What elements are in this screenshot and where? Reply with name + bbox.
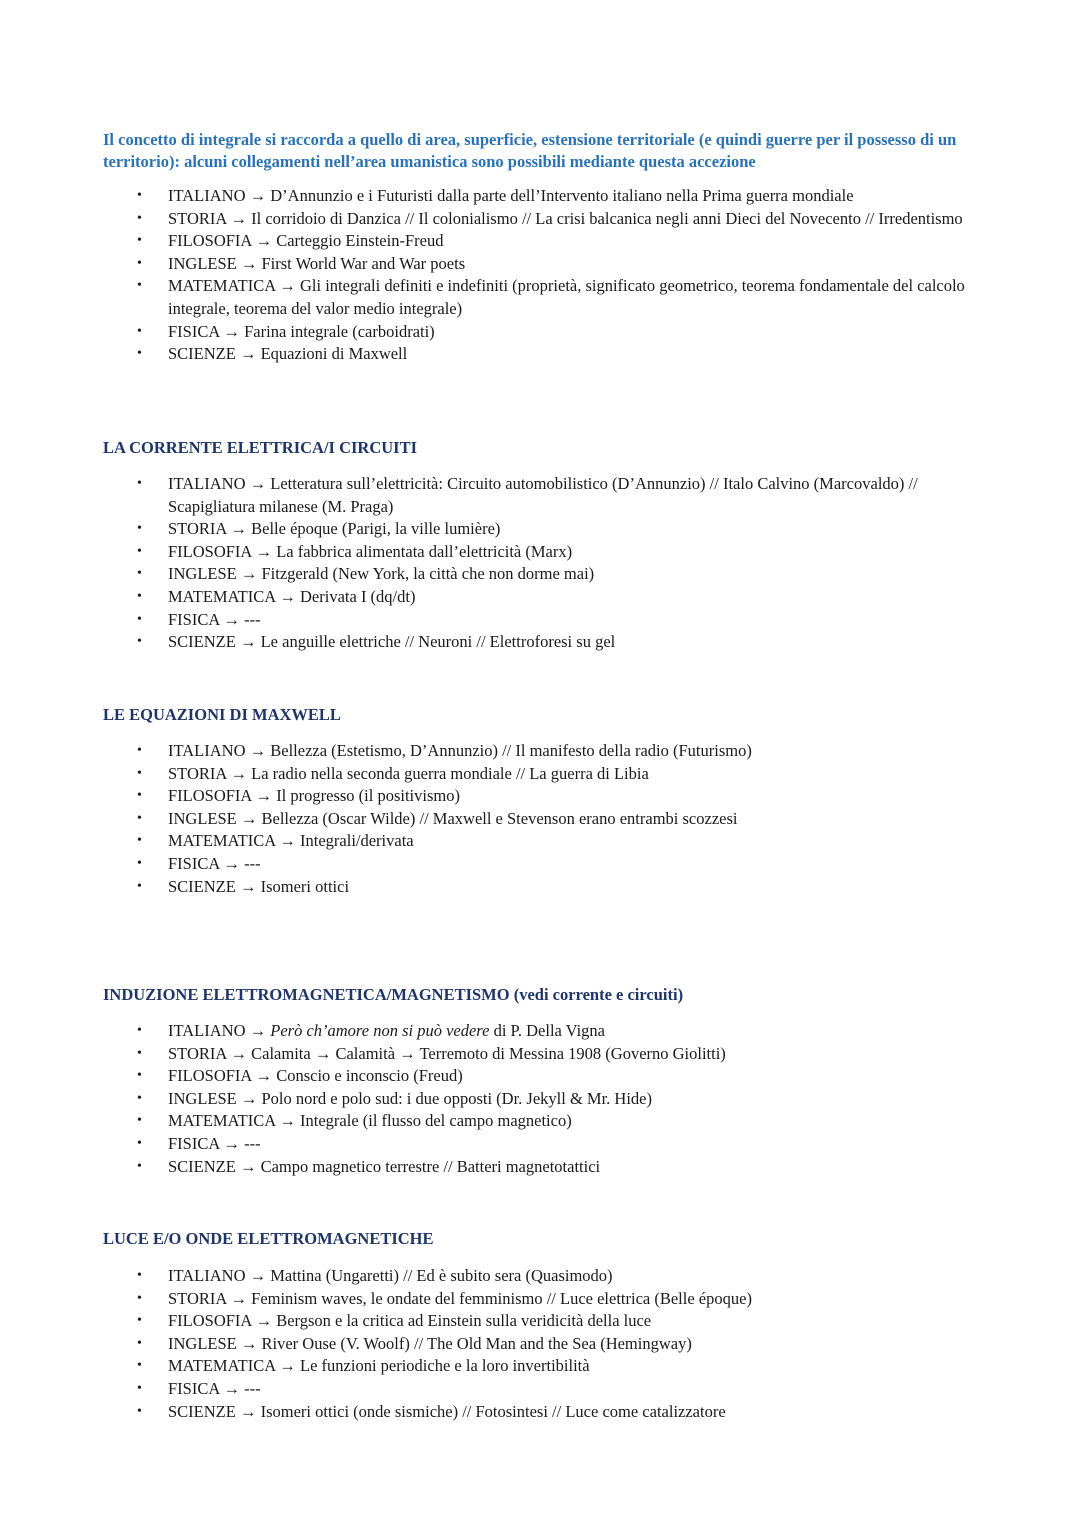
item-text: Bellezza (Oscar Wilde) // Maxwell e Stevenson erano entrambi scozzesi bbox=[261, 808, 738, 828]
bullet-icon: • bbox=[137, 611, 142, 627]
item-text: Conscio e inconscio (Freud) bbox=[276, 1066, 463, 1086]
item-text: Equazioni di Maxwell bbox=[260, 344, 408, 364]
subject-label: MATEMATICA bbox=[168, 831, 276, 851]
item-text: D’Annunzio e i Futuristi dalla parte dell’Intervento italiano nella Prima guerra mondiale bbox=[270, 186, 854, 205]
list-item bbox=[0, 1156, 968, 1179]
subject-label: FISICA bbox=[168, 853, 220, 873]
subject-label: FILOSOFIA bbox=[168, 1311, 252, 1331]
list-item bbox=[0, 1065, 968, 1088]
arrow-icon: → bbox=[279, 586, 296, 606]
item-text: Le anguille elettriche // Neuroni // Elettroforesi su gel bbox=[260, 632, 616, 652]
arrow-icon: → bbox=[240, 1333, 258, 1353]
bullet-icon: • bbox=[137, 810, 142, 826]
list-item bbox=[0, 830, 968, 853]
subject-label: MATEMATICA bbox=[168, 586, 276, 606]
item-text: --- bbox=[244, 853, 261, 873]
arrow-icon: → bbox=[239, 876, 257, 896]
arrow-icon: → bbox=[279, 1111, 296, 1131]
bullet-icon: • bbox=[137, 878, 142, 894]
arrow-icon: → bbox=[249, 1021, 267, 1040]
list-item bbox=[0, 230, 968, 253]
subject-label: FISICA bbox=[168, 1133, 220, 1153]
arrow-icon: → bbox=[230, 208, 248, 228]
list-item bbox=[0, 586, 968, 609]
list-item bbox=[0, 740, 968, 763]
item-text: Il progresso (il positivismo) bbox=[276, 786, 460, 806]
item-text: Integrali/derivata bbox=[300, 831, 414, 851]
bullet-icon: • bbox=[137, 1023, 142, 1038]
arrow-icon: → bbox=[230, 1288, 248, 1308]
item-title-italic: Però ch’amore non si può vedere bbox=[270, 1021, 490, 1040]
subject-label: FISICA bbox=[168, 1378, 220, 1398]
list-item bbox=[0, 876, 968, 899]
bullet-icon: • bbox=[137, 346, 142, 362]
list-item bbox=[0, 541, 968, 564]
bullet-icon: • bbox=[137, 188, 142, 203]
arrow-icon: → bbox=[255, 1311, 273, 1331]
bullet-icon: • bbox=[137, 233, 142, 249]
bullet-icon: • bbox=[137, 634, 142, 650]
item-text: --- bbox=[244, 1378, 261, 1398]
subject-label: MATEMATICA bbox=[168, 276, 276, 296]
subject-label: ITALIANO bbox=[168, 474, 246, 493]
item-text: River Ouse (V. Woolf) // The Old Man and the Sea (Hemingway) bbox=[261, 1333, 692, 1353]
subject-label: ITALIANO bbox=[168, 741, 246, 760]
subject-label: SCIENZE bbox=[168, 344, 236, 364]
bullet-icon: • bbox=[137, 255, 142, 271]
list-item bbox=[0, 473, 968, 518]
item-text: Campo magnetico terrestre // Batteri magnetotattici bbox=[260, 1156, 601, 1176]
item-text: --- bbox=[244, 609, 261, 629]
subject-label: INGLESE bbox=[168, 1333, 237, 1353]
subject-label: FILOSOFIA bbox=[168, 1066, 252, 1086]
item-text: Isomeri ottici bbox=[260, 876, 350, 896]
bullet-icon: • bbox=[137, 1090, 142, 1106]
arrow-icon: → bbox=[240, 253, 258, 273]
subject-label: STORIA bbox=[168, 763, 227, 783]
list-item bbox=[0, 343, 968, 366]
subject-label: SCIENZE bbox=[168, 1401, 236, 1421]
arrow-icon: → bbox=[223, 853, 240, 873]
list-item bbox=[0, 1043, 968, 1066]
arrow-icon: → bbox=[249, 186, 267, 205]
bullet-icon: • bbox=[137, 833, 142, 849]
list-item bbox=[0, 253, 968, 276]
arrow-icon: → bbox=[255, 231, 273, 251]
bullet-icon: • bbox=[137, 1313, 142, 1329]
list-item bbox=[0, 518, 968, 541]
section-list bbox=[0, 1020, 1000, 1178]
list-item bbox=[0, 1110, 968, 1133]
bullet-icon: • bbox=[137, 1135, 142, 1151]
list-item bbox=[0, 321, 968, 344]
list-item bbox=[0, 1310, 968, 1333]
arrow-icon: → bbox=[230, 519, 248, 539]
section-title: INDUZIONE ELETTROMAGNETICA/MAGNETISMO (vedi corrente e circuiti) bbox=[103, 985, 684, 1004]
bullet-icon: • bbox=[137, 1158, 142, 1174]
item-text: La fabbrica alimentata dall’elettricità (Marx) bbox=[276, 541, 573, 561]
arrow-icon: → bbox=[223, 609, 240, 629]
arrow-icon: → bbox=[230, 763, 248, 783]
list-item bbox=[0, 763, 968, 786]
arrow-icon: → bbox=[279, 1356, 296, 1376]
bullet-icon: • bbox=[137, 1045, 142, 1061]
arrow-icon: → bbox=[230, 1043, 248, 1063]
bullet-icon: • bbox=[137, 521, 142, 537]
item-text: Gli integrali definiti e indefiniti (proprietà, significato geometrico, teorema fondamentale del calcolo integrale, teorema del valor medio integrale) bbox=[168, 276, 965, 318]
subject-label: ITALIANO bbox=[168, 186, 246, 205]
arrow-icon: → bbox=[240, 1088, 258, 1108]
arrow-icon: → bbox=[239, 1401, 257, 1421]
section-list bbox=[0, 740, 1000, 898]
arrow-icon: → bbox=[240, 564, 258, 584]
arrow-icon: → bbox=[279, 276, 296, 296]
section-title: LA CORRENTE ELETTRICA/I CIRCUITI bbox=[103, 438, 418, 457]
item-text: Carteggio Einstein-Freud bbox=[276, 231, 444, 251]
subject-label: MATEMATICA bbox=[168, 1356, 276, 1376]
bullet-icon: • bbox=[137, 588, 142, 604]
intro-list bbox=[0, 185, 1000, 366]
bullet-icon: • bbox=[137, 1380, 142, 1396]
item-text: di P. Della Vigna bbox=[489, 1021, 606, 1040]
arrow-icon: → bbox=[239, 344, 257, 364]
list-item bbox=[0, 1265, 968, 1288]
list-item bbox=[0, 1378, 968, 1401]
subject-label: SCIENZE bbox=[168, 876, 236, 896]
subject-label: FILOSOFIA bbox=[168, 231, 252, 251]
list-item bbox=[0, 1088, 968, 1111]
item-text: Derivata I (dq/dt) bbox=[300, 586, 416, 606]
list-item bbox=[0, 631, 968, 654]
bullet-icon: • bbox=[137, 855, 142, 871]
list-item bbox=[0, 1020, 968, 1043]
list-item bbox=[0, 208, 968, 231]
list-item bbox=[0, 1133, 968, 1156]
bullet-icon: • bbox=[137, 1335, 142, 1351]
subject-label: FISICA bbox=[168, 609, 220, 629]
bullet-icon: • bbox=[137, 743, 142, 758]
subject-label: MATEMATICA bbox=[168, 1111, 276, 1131]
list-item bbox=[0, 185, 968, 208]
item-text: Isomeri ottici (onde sismiche) // Fotosintesi // Luce come catalizzatore bbox=[260, 1401, 726, 1421]
item-text: Fitzgerald (New York, la città che non dorme mai) bbox=[261, 564, 595, 584]
arrow-icon: → bbox=[255, 786, 273, 806]
item-text: Bergson e la critica ad Einstein sulla veridicità della luce bbox=[276, 1311, 652, 1331]
subject-label: ITALIANO bbox=[168, 1021, 246, 1040]
section-title: LUCE E/O ONDE ELETTROMAGNETICHE bbox=[103, 1229, 434, 1248]
bullet-icon: • bbox=[137, 543, 142, 559]
subject-label: SCIENZE bbox=[168, 1156, 236, 1176]
item-text: --- bbox=[244, 1133, 261, 1153]
bullet-icon: • bbox=[137, 278, 142, 294]
subject-label: INGLESE bbox=[168, 253, 237, 273]
section-title: LE EQUAZIONI DI MAXWELL bbox=[103, 705, 341, 724]
item-text: Feminism waves, le ondate del femminismo // Luce elettrica (Belle époque) bbox=[251, 1288, 752, 1308]
bullet-icon: • bbox=[137, 1268, 142, 1283]
list-item bbox=[0, 563, 968, 586]
item-text: Calamita → Calamità → Terremoto di Messina 1908 (Governo Giolitti) bbox=[251, 1043, 726, 1063]
item-text: Integrale (il flusso del campo magnetico) bbox=[300, 1111, 572, 1131]
subject-label: STORIA bbox=[168, 519, 227, 539]
list-item bbox=[0, 609, 968, 632]
list-item bbox=[0, 1288, 968, 1311]
arrow-icon: → bbox=[255, 541, 273, 561]
arrow-icon: → bbox=[223, 321, 240, 341]
section-list bbox=[0, 1265, 1000, 1423]
bullet-icon: • bbox=[137, 788, 142, 804]
arrow-icon: → bbox=[249, 474, 267, 493]
item-text: Letteratura sull’elettricità: Circuito automobilistico (D’Annunzio) // Italo Calvino (Marcovaldo) // Scapigliatura milanese (M. Praga) bbox=[168, 474, 918, 516]
item-text: Farina integrale (carboidrati) bbox=[244, 321, 435, 341]
item-text: Le funzioni periodiche e la loro invertibilità bbox=[300, 1356, 590, 1376]
arrow-icon: → bbox=[239, 1156, 257, 1176]
arrow-icon: → bbox=[223, 1378, 240, 1398]
subject-label: SCIENZE bbox=[168, 632, 236, 652]
bullet-icon: • bbox=[137, 1113, 142, 1129]
bullet-icon: • bbox=[137, 323, 142, 339]
bullet-icon: • bbox=[137, 765, 142, 781]
arrow-icon: → bbox=[249, 741, 267, 760]
arrow-icon: → bbox=[279, 831, 296, 851]
subject-label: FISICA bbox=[168, 321, 220, 341]
arrow-icon: → bbox=[249, 1266, 267, 1285]
arrow-icon: → bbox=[255, 1066, 273, 1086]
subject-label: INGLESE bbox=[168, 808, 237, 828]
subject-label: INGLESE bbox=[168, 1088, 237, 1108]
subject-label: ITALIANO bbox=[168, 1266, 246, 1285]
bullet-icon: • bbox=[137, 476, 142, 491]
bullet-icon: • bbox=[137, 1358, 142, 1374]
subject-label: INGLESE bbox=[168, 564, 237, 584]
item-text: Belle époque (Parigi, la ville lumière) bbox=[251, 519, 501, 539]
bullet-icon: • bbox=[137, 1290, 142, 1306]
list-item bbox=[0, 853, 968, 876]
intro-paragraph: Il concetto di integrale si raccorda a quello di area, superficie, estensione territoriale (e quindi guerre per il possesso di un territorio): alcuni collegamenti nell’area umanistica sono possibili mediante questa accezione bbox=[103, 130, 957, 171]
item-text: Mattina (Ungaretti) // Ed è subito sera (Quasimodo) bbox=[270, 1266, 613, 1285]
arrow-icon: → bbox=[239, 632, 257, 652]
item-text: Il corridoio di Danzica // Il colonialismo // La crisi balcanica negli anni Dieci del Novecento // Irredentismo bbox=[251, 208, 963, 228]
subject-label: FILOSOFIA bbox=[168, 786, 252, 806]
item-text: First World War and War poets bbox=[261, 253, 466, 273]
item-text: Polo nord e polo sud: i due opposti (Dr. Jekyll & Mr. Hide) bbox=[261, 1088, 652, 1108]
list-item bbox=[0, 275, 968, 320]
list-item bbox=[0, 785, 968, 808]
list-item bbox=[0, 1333, 968, 1356]
section-list bbox=[0, 473, 1000, 654]
list-item bbox=[0, 808, 968, 831]
bullet-icon: • bbox=[137, 210, 142, 226]
bullet-icon: • bbox=[137, 1403, 142, 1419]
subject-label: STORIA bbox=[168, 1043, 227, 1063]
arrow-icon: → bbox=[240, 808, 258, 828]
bullet-icon: • bbox=[137, 1068, 142, 1084]
bullet-icon: • bbox=[137, 566, 142, 582]
list-item bbox=[0, 1355, 968, 1378]
subject-label: STORIA bbox=[168, 208, 227, 228]
item-text: Bellezza (Estetismo, D’Annunzio) // Il manifesto della radio (Futurismo) bbox=[270, 741, 752, 760]
list-item bbox=[0, 1401, 968, 1424]
arrow-icon: → bbox=[223, 1133, 240, 1153]
subject-label: FILOSOFIA bbox=[168, 541, 252, 561]
item-text: La radio nella seconda guerra mondiale // La guerra di Libia bbox=[251, 763, 649, 783]
subject-label: STORIA bbox=[168, 1288, 227, 1308]
